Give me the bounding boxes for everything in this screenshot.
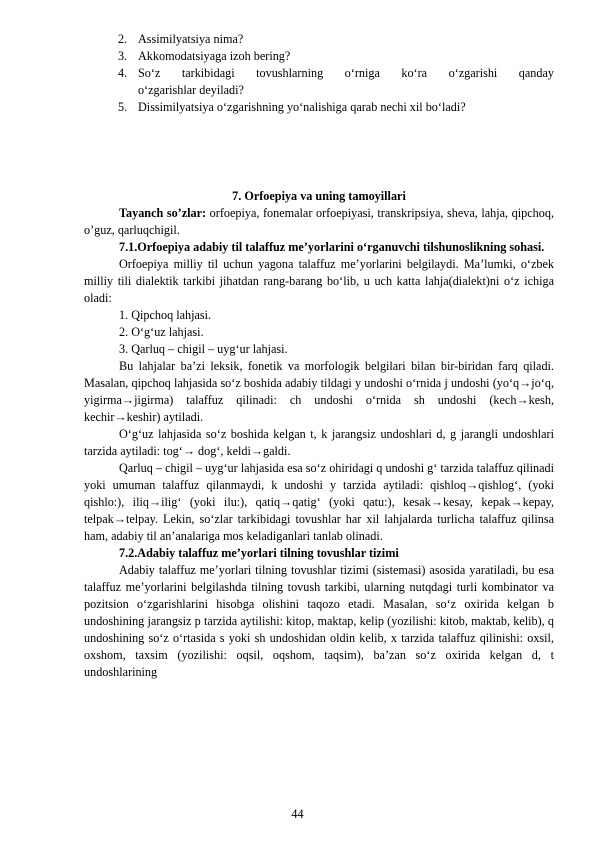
keywords-text: orfoepiya, fonemalar orfoepiyasi, transkripsiya, sheva, lahja, qipchoq, o’guz, qarluqchigil.	[84, 206, 554, 237]
review-questions-list	[118, 31, 554, 116]
question-item	[118, 48, 554, 65]
list-item: 1. Qipchoq lahjasi.	[119, 308, 212, 322]
main-content	[84, 188, 554, 681]
section-heading: 7.2.Adabiy talaffuz me’yorlari tilning tovushlar tizimi	[119, 546, 399, 560]
paragraph: Adabiy talaffuz me’yorlari tilning tovushlar tizimi (sistemasi) asosida yaratiladi, bu esa talaffuz me’yorlarini belgilashda tilning tovush tarkibi, ularning nutqdagi turli kombinator va pozitsion o‘zgarishlarini hisobga olishini taqozo etadi. Masalan, so‘z oxirida kelgan b undoshining jarangsiz p tarzida aytilishi: kitop, maktap, kelip (yozilishi: kitob, maktab, kelib), q undoshining so‘z o‘rtasida s yoki sh undoshidan oldin kelib, x tarzida talaffuz qilinishi: oxsil, oxshom, taxsim (yozilishi: oqsil, oqshom, taqsim), ba’zan so‘z oxirida kelgan d, t undoshlarining	[84, 563, 554, 679]
question-text-line: So‘z tarkibidagi tovushlarning o‘rniga ko‘ra o‘zgarishi qanday	[138, 66, 554, 80]
question-number: 3.	[118, 49, 128, 63]
keywords-paragraph	[84, 205, 554, 239]
paragraph: Orfoepiya milliy til uchun yagona talaffuz me’yorlarini belgilaydi. Ma’lumki, o‘zbek milliy tili dialektik tarkibi jihatdan rang-barang bo‘lib, u uch katta lahja(dialekt)ni o‘z ichiga oladi:	[84, 257, 554, 305]
keywords-label: Tayanch so’zlar:	[119, 206, 207, 220]
question-number: 4.	[118, 66, 128, 80]
paragraph: Bu lahjalar ba’zi leksik, fonetik va morfologik belgilari bilan bir-biridan farq qiladi. Masalan, qipchoq lahjasida so‘z boshida adabiy tildagi y undoshi o‘rnida j undoshi (yo‘q→jo‘q, yigirma→jigirma) talaffuz qilinadi: ch undoshi o‘rnida sh undoshi (kech→kesh, kechir→keshir) aytiladi.	[84, 359, 554, 424]
list-item: 2. O‘g‘uz lahjasi.	[119, 325, 204, 339]
paragraph: O‘g‘uz lahjasida so‘z boshida kelgan t, k jarangsiz undoshlari d, g jarangli undoshlari tarzida aytiladi: tog‘→ dog‘, keldi→galdi.	[84, 427, 554, 458]
page-number: 44	[291, 807, 304, 821]
paragraph: Qarluq – chigil – uyg‘ur lahjasida esa so‘z ohiridagi q undoshi g‘ tarzida talaffuz qilinadi yoki umuman talaffuz qilanmaydi, k undoshi y tarzida aytiladi: qishloq→qishlog‘, (yoki qishlo:), iliq→ilig‘ (yoki ilu:), qatiq→qatig‘ (yoki qatu:), kesak→kesay, kepak→kepay, telpak→telpay. Lekin, so‘zlar tarkibidagi tovushlar har xil lahjalarda turlicha talaffuz qilinsa ham, adabiy til an’analariga mos keladiganlari tanlab olinadi.	[84, 461, 554, 543]
list-item: 3. Qarluq – chigil – uyg‘ur lahjasi.	[119, 342, 288, 356]
question-text: Akkomodatsiyaga izoh bering?	[138, 49, 291, 63]
question-item	[118, 65, 554, 99]
question-text-line: o‘zgarishlar deyiladi?	[138, 83, 244, 97]
question-text: Assimilyatsiya nima?	[138, 32, 244, 46]
question-number: 5.	[118, 100, 128, 114]
question-number: 2.	[118, 32, 128, 46]
question-item	[118, 99, 554, 116]
question-text: Dissimilyatsiya o‘zgarishning yo‘nalishiga qarab nechi xil bo‘ladi?	[138, 100, 466, 114]
question-item	[118, 31, 554, 48]
section-heading: 7.1.Orfoepiya adabiy til talaffuz me’yorlarini o‘rganuvchi tilshunoslikning sohasi.	[119, 240, 545, 254]
chapter-title: 7. Orfoepiya va uning tamoyillari	[232, 189, 406, 203]
